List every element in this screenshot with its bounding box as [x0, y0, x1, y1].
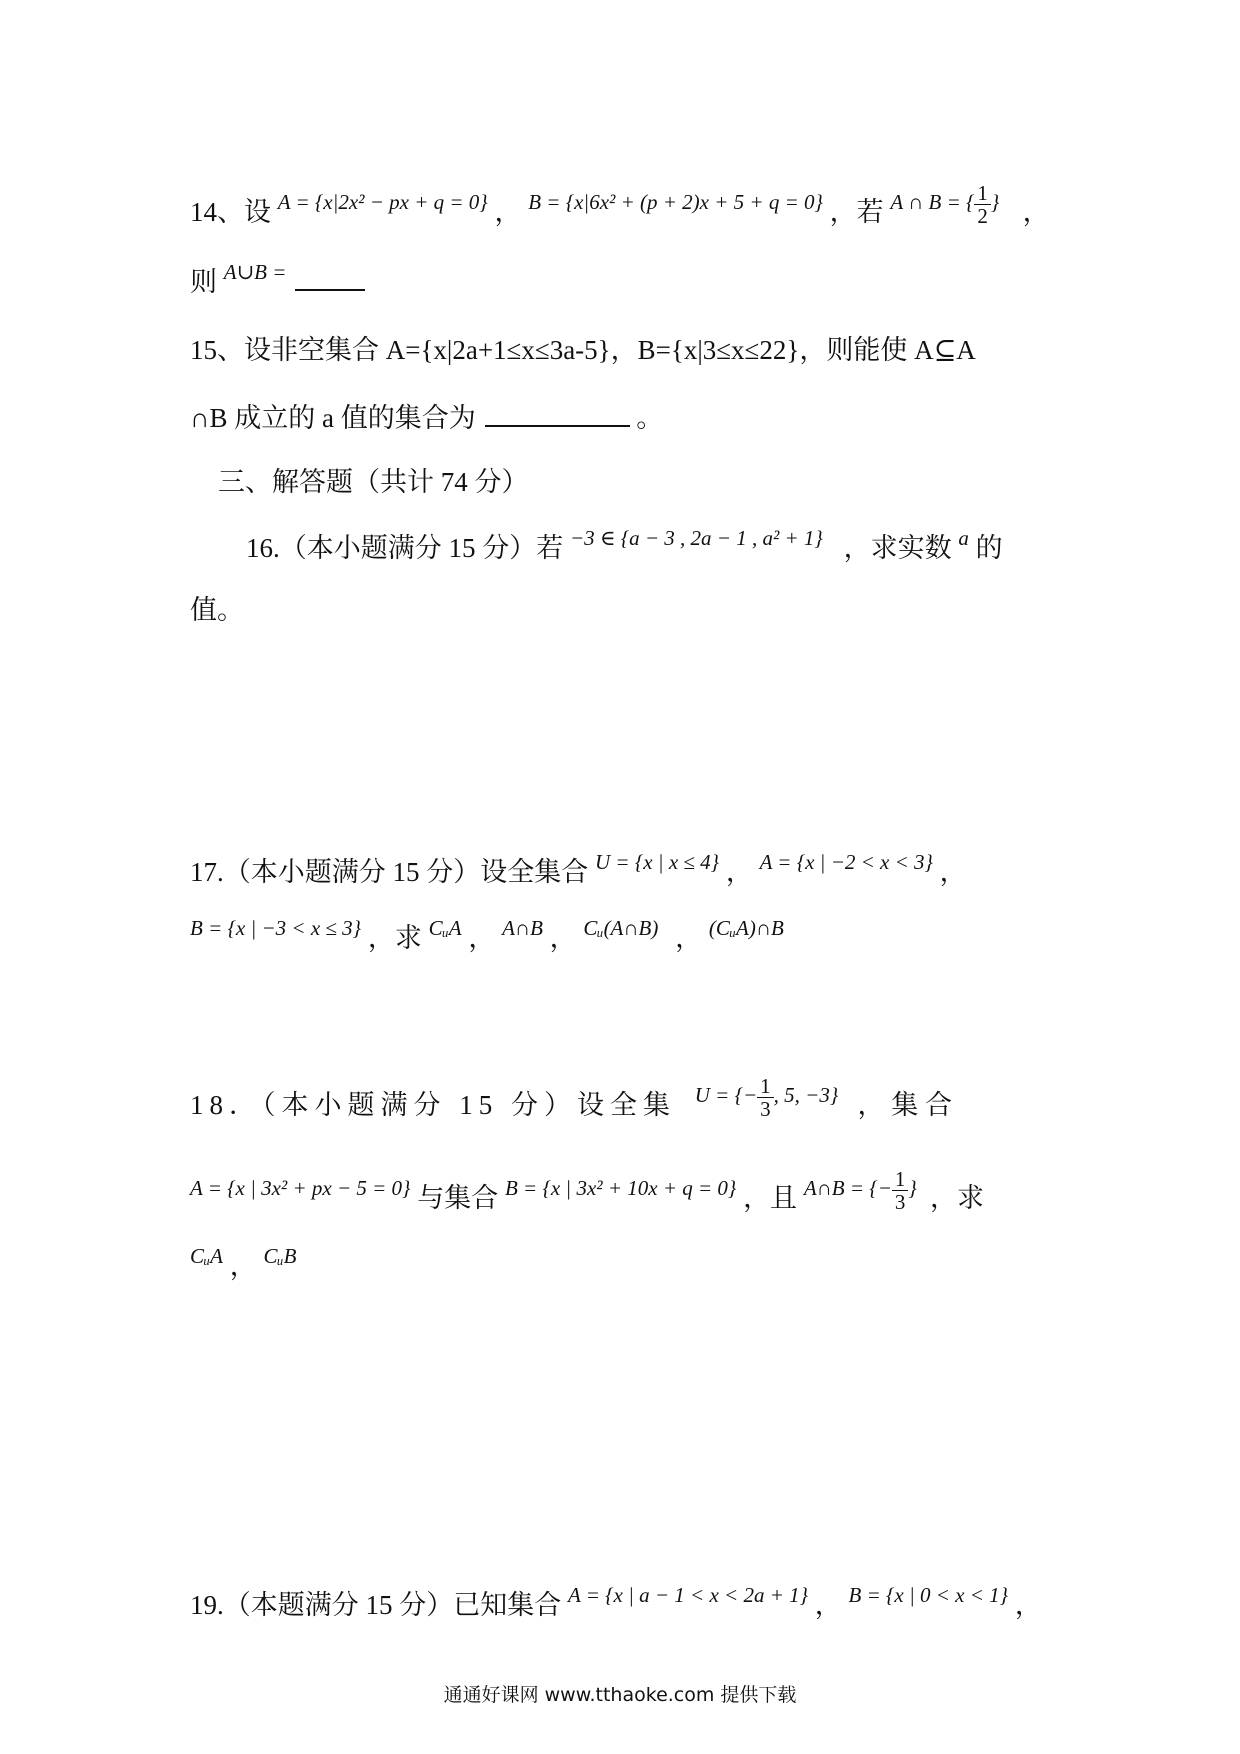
- q17-set-u: U = {x | x ≤ 4}: [595, 850, 720, 874]
- q18-cond-frac-den: 3: [894, 1189, 906, 1214]
- q14-cond-lhs: A ∩ B = {: [890, 190, 975, 214]
- q17-sep1: ，: [468, 923, 496, 953]
- q14-set-a: A = {x|2x² − px + q = 0}: [277, 190, 488, 214]
- q15-line1: [190, 330, 976, 370]
- q14-set-b: B = {x|6x² + (p + 2)x + 5 + q = 0}: [528, 190, 823, 214]
- q18-yu: 与集合: [417, 1183, 499, 1213]
- q14-line2: [190, 262, 365, 304]
- q15-line2: [190, 398, 663, 438]
- q14-prefix: 14、设: [190, 197, 271, 227]
- q17-set-b: B = {x | −3 < x ≤ 3}: [190, 916, 362, 940]
- q17-end: ，: [939, 857, 967, 887]
- q14-ruo: ，若: [829, 197, 884, 227]
- q16-line1: [246, 528, 1003, 570]
- q14-frac-den: 2: [977, 203, 988, 228]
- q18-set-b: B = {x | 3x² + 10x + q = 0}: [504, 1176, 737, 1200]
- q14-line2-prefix: 则: [190, 267, 217, 297]
- q19-set-a: A = {x | a − 1 < x < 2a + 1}: [568, 1583, 809, 1607]
- q19-prefix: 19.（本题满分 15 分）已知集合: [190, 1590, 562, 1620]
- q18-jihe: ， 集 合: [857, 1090, 952, 1120]
- q17-sep3: ，: [675, 923, 703, 953]
- q18-line2: [190, 1166, 985, 1225]
- q14-line1: [190, 180, 1050, 239]
- footer-text: 通通好课网 www.tthaoke.com 提供下载: [443, 1684, 797, 1706]
- q17-prefix: 17.（本小题满分 15 分）设全集合: [190, 857, 589, 887]
- q14-cond-rhs: }: [990, 190, 1000, 214]
- q17-item4: (CᵤA)∩B: [708, 916, 784, 940]
- q15-text-line1: 15、设非空集合 A={x|2a+1≤x≤3a-5}，B={x|3≤x≤22}，则能使 A⊆A: [190, 335, 976, 365]
- q17-item1: CᵤA: [428, 916, 462, 940]
- q17-line2: [190, 918, 784, 960]
- q19-set-b: B = {x | 0 < x < 1}: [848, 1583, 1009, 1607]
- section3-title-text: 三、解答题（共计 74 分）: [218, 467, 529, 497]
- q18-cond-rhs: }: [908, 1176, 917, 1200]
- q18-cond-frac-num: 1: [892, 1168, 909, 1191]
- q18-cond-fraction: [892, 1168, 909, 1213]
- q18-item1: CᵤA: [190, 1244, 223, 1268]
- q18-qie: ，且: [743, 1183, 798, 1213]
- q18-prefix: 18．（本小题满分 15 分）设全集: [190, 1090, 676, 1120]
- q18-set-a: A = {x | 3x² + px − 5 = 0}: [190, 1176, 411, 1200]
- page-footer: [0, 1682, 1240, 1708]
- q14-sep: ，: [494, 197, 522, 227]
- q19-line1: [190, 1585, 1042, 1627]
- q18-line3: [190, 1246, 297, 1288]
- q18-qiu: ，求: [930, 1183, 985, 1213]
- q18-line1: [190, 1073, 952, 1132]
- section3-title: [218, 462, 529, 502]
- q16-mid: ，求实数: [843, 533, 952, 563]
- q14-union-expr: A∪B =: [223, 260, 287, 284]
- q18-setu-fraction: [757, 1075, 774, 1120]
- q16-condition: −3 ∈ {a − 3 , 2a − 1 , a² + 1}: [570, 526, 823, 550]
- q18-cond-lhs: A∩B = {−: [803, 1176, 892, 1200]
- q18-item2: CᵤB: [263, 1244, 297, 1268]
- q14-condition: [890, 180, 1004, 228]
- q18-set-u: [694, 1073, 844, 1121]
- q16-prefix: 16.（本小题满分 15 分）若: [246, 533, 564, 563]
- q17-item2: A∩B: [502, 916, 543, 940]
- q14-frac-num: 1: [974, 182, 991, 205]
- q18-sep: ，: [229, 1251, 257, 1281]
- q17-sep2: ，: [549, 923, 577, 953]
- q14-answer-blank: [295, 288, 365, 291]
- q19-end: ，: [1014, 1590, 1042, 1620]
- q17-item3: Cᵤ(A∩B): [583, 916, 659, 940]
- q17-line1: [190, 852, 967, 894]
- q17-set-a: A = {x | −2 < x < 3}: [759, 850, 933, 874]
- q16-line2: [190, 590, 244, 630]
- q18-setu-frac-den: 3: [760, 1096, 771, 1121]
- q18-condition: [803, 1166, 922, 1214]
- q15-text-line2: ∩B 成立的 a 值的集合为: [190, 403, 476, 433]
- q16-text-line2: 值。: [190, 595, 244, 625]
- q16-end: 的: [975, 533, 1003, 563]
- q18-setu-frac-num: 1: [757, 1075, 774, 1098]
- q18-setu-lhs: U = {−: [694, 1083, 758, 1107]
- q16-var: a: [958, 526, 969, 550]
- q19-sep: ，: [814, 1590, 842, 1620]
- q18-setu-rhs: , 5, −3}: [773, 1083, 839, 1107]
- q14-fraction: [974, 182, 991, 227]
- q17-qiu: ，求: [367, 923, 422, 953]
- q15-answer-blank: [485, 424, 630, 427]
- q17-sep: ，: [725, 857, 753, 887]
- q15-end: 。: [636, 403, 664, 433]
- q14-end: ，: [1022, 197, 1050, 227]
